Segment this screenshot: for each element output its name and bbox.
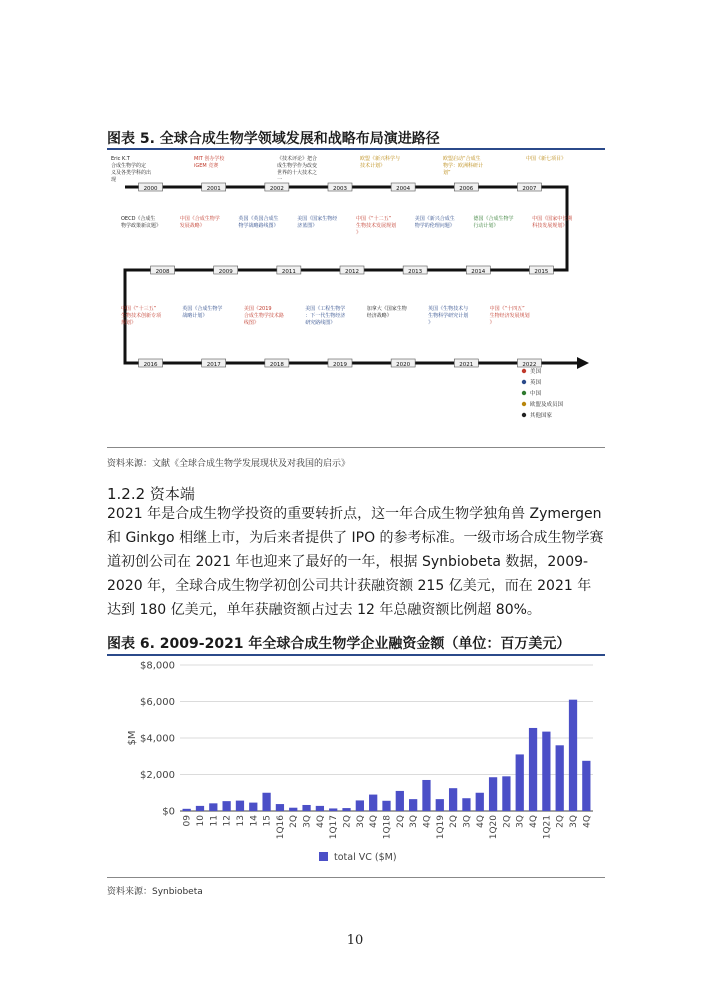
x-tick-label: 2Q: [395, 815, 406, 828]
x-tick-label: 4Q: [529, 815, 540, 828]
bar: [449, 788, 457, 811]
figure6-title: 图表 6. 2009-2021 年全球合成生物学企业融资金额（单位：百万美元）: [107, 636, 571, 652]
x-tick-label: 3Q: [355, 815, 366, 828]
legend-label: 中国: [530, 391, 542, 397]
bar: [556, 745, 564, 811]
row3-event-line: 》: [428, 320, 434, 326]
bar: [209, 803, 217, 811]
row3-event-line: 线图》: [243, 320, 259, 326]
bar: [196, 806, 204, 811]
row3-event-line: 生物技术创新专项: [121, 313, 162, 319]
y-tick-label: $6,000: [140, 697, 175, 708]
financing-bar-chart: [107, 657, 605, 875]
x-tick-label: 4Q: [315, 815, 326, 828]
row1-event: [277, 155, 317, 183]
legend-swatch: [319, 852, 328, 861]
bar: [582, 761, 590, 811]
legend-label: 其他国家: [530, 413, 553, 419]
bar: [316, 806, 324, 811]
row3-year-label: 2022: [522, 362, 537, 368]
bar: [476, 793, 484, 811]
row3-event-line: 经济战略》: [366, 313, 392, 319]
row2-event-line: 行动计划》: [473, 223, 499, 229]
row2-event-line: 中国《合成生物学: [179, 216, 220, 222]
row2-event-line: 美国《国家生物经: [297, 216, 338, 222]
row2-event-line: 英国《英国合成生: [238, 216, 279, 222]
x-tick-label: 4Q: [475, 815, 486, 828]
row1-event-line: 欧盟《新兴科学与: [360, 156, 401, 162]
row3-event-line: 中国《“十三五”: [121, 306, 157, 312]
row3-event: [121, 305, 162, 326]
bar: [342, 808, 350, 811]
row2-event-line: OECD《合成生: [121, 216, 156, 222]
row1-event-line: 现: [111, 177, 117, 183]
row3-event-line: 生物经济发展规划: [489, 313, 530, 319]
row3-event-line: 中国《“十四五”: [489, 306, 525, 312]
row2-event-line: 物学战略路线图》: [238, 223, 279, 229]
bar: [422, 780, 430, 811]
legend-dot: [522, 391, 526, 395]
row1-event-line: 划”: [443, 170, 451, 176]
bar: [183, 809, 191, 811]
row2-event-line: 物学政策新议题》: [121, 223, 162, 229]
row1-event-line: 合成生物学的定: [111, 163, 147, 169]
row2-event-line: 济蓝图》: [297, 223, 318, 229]
x-tick-label: 1Q21: [542, 815, 553, 840]
x-tick-label: 2Q: [555, 815, 566, 828]
row3-event: [244, 305, 284, 326]
bar: [302, 805, 310, 811]
legend-dot: [522, 402, 526, 406]
x-tick-label: 4Q: [582, 815, 593, 828]
bar: [569, 700, 577, 811]
legend-label: 欧盟及成员国: [530, 402, 564, 408]
row1-event: [194, 155, 225, 169]
x-tick-label: 1Q18: [382, 815, 393, 840]
y-tick-label: $4,000: [140, 733, 175, 745]
row3-event: [490, 305, 530, 326]
row3-event: [305, 305, 345, 326]
row2-year-label: 2012: [345, 269, 359, 275]
strategy-timeline: [107, 150, 605, 445]
x-tick-label: 09: [182, 815, 193, 827]
y-tick-label: $8,000: [140, 660, 175, 672]
bar: [222, 801, 230, 811]
y-tick-label: $0: [162, 806, 175, 818]
row3-event-line: 研究路线图》: [305, 320, 336, 326]
row3-event-line: 美国《2019: [243, 306, 272, 312]
x-tick-label: 2Q: [289, 815, 300, 828]
y-axis-label: $M: [127, 730, 138, 746]
row2-event: [415, 215, 455, 229]
figure5-title: 图表 5. 全球合成生物学领域发展和战略布局演进路径: [107, 131, 440, 147]
bar: [529, 728, 537, 811]
row3-event-line: 英国《生物技术与: [428, 306, 469, 312]
row1-event: [111, 156, 151, 183]
row1-year-label: 2001: [206, 186, 221, 192]
row1-event-line: 物学：欧洲科研计: [443, 163, 484, 169]
bar: [462, 798, 470, 811]
bar: [276, 804, 284, 811]
row3-year-label: 2016: [143, 362, 158, 368]
figure5-bottom-rule: [107, 447, 605, 448]
bar: [382, 801, 390, 811]
row3-event-line: 加拿大《国家生物: [366, 306, 407, 312]
row2-event: [474, 215, 514, 229]
row3-year-label: 2018: [269, 362, 284, 368]
row2-year-label: 2014: [471, 269, 486, 275]
legend-dot: [522, 380, 526, 384]
row1-event-line: 义及各类学科的出: [111, 170, 152, 176]
row2-event-line: 生物技术发展规划: [356, 223, 397, 229]
x-tick-label: 3Q: [409, 815, 420, 828]
bar: [329, 808, 337, 811]
row3-event-line: 生物科学研究计划: [428, 313, 469, 319]
bar: [236, 801, 244, 811]
row3-event-line: 英国《合成生物学: [182, 306, 223, 312]
row1-event: [526, 155, 566, 162]
row2-event-line: 发展战略》: [179, 223, 205, 229]
figure6-source: 资料来源：Synbiobeta: [107, 887, 203, 897]
legend-dot: [522, 413, 526, 417]
row2-year-label: 2008: [155, 269, 170, 275]
figure6-top-rule: [107, 654, 605, 656]
section-paragraph: 2021 年是合成生物学投资的重要转折点，这一年合成生物学独角兽 Zymergen 和 Ginkgo 相继上市，为后来者提供了 IPO 的参考标准。一级市场合成生物学赛道初创公司在 2021 年也迎来了最好的一年，根据 Synbiobeta 数据，2009-2020 年，全球合成生物学初创公司共计获融资额 215 亿美元，而在 2021 年达到 180 亿美元，单年获融资额占过去 12 年总融资额比例超 80%。: [107, 506, 604, 618]
bar: [396, 791, 404, 811]
x-tick-label: 10: [195, 815, 206, 827]
row2-event-line: 》: [356, 230, 362, 236]
legend-dot: [522, 369, 526, 373]
row2-year-label: 2015: [534, 269, 549, 275]
row1-year-label: 2006: [459, 186, 474, 192]
row1-event-line: 成生物学作为改变: [277, 163, 318, 169]
row3-event-line: 规划》: [121, 320, 137, 326]
x-tick-label: 11: [209, 815, 220, 827]
row2-event: [356, 215, 396, 236]
x-tick-label: 2Q: [449, 815, 460, 828]
row1-event: [360, 155, 400, 169]
row3-event-line: 合成生物学技术路: [243, 313, 284, 319]
bar: [262, 793, 270, 811]
bar: [369, 795, 377, 811]
row3-year-label: 2019: [333, 362, 347, 368]
figure6-bottom-rule: [107, 877, 605, 878]
row1-event-line: MIT 创办学校: [194, 156, 225, 162]
row1-event-line: iGEM 竞赛: [194, 163, 219, 169]
row2-event: [297, 215, 337, 229]
bar: [502, 776, 510, 811]
x-tick-label: 4Q: [422, 815, 433, 828]
x-tick-label: 3Q: [302, 815, 313, 828]
row1-year-label: 2002: [269, 186, 284, 192]
x-tick-label: 15: [262, 815, 273, 827]
row2-event-line: 美国《新兴合成生: [414, 216, 455, 222]
row1-event: [443, 155, 483, 176]
row1-year-label: 2000: [143, 186, 158, 192]
legend-label: total VC ($M): [334, 852, 397, 863]
x-tick-label: 3Q: [515, 815, 526, 828]
row3-event: [182, 305, 222, 319]
row1-event-line: Eric K.T: [111, 156, 130, 162]
bar: [436, 799, 444, 811]
row3-year-label: 2021: [459, 362, 474, 368]
row3-year-label: 2020: [396, 362, 411, 368]
row1-event-line: 中国《新七项目》: [526, 156, 567, 162]
row1-year-label: 2004: [396, 186, 411, 192]
row2-event-line: 物学的伦理问题》: [414, 223, 455, 229]
timeline-path: [125, 187, 577, 363]
x-tick-label: 13: [235, 815, 246, 827]
row2-event: [121, 215, 161, 229]
row1-event-line: 《技术评论》把合: [277, 156, 318, 162]
row1-event-line: 技术计划》: [360, 163, 386, 169]
row2-event: [239, 215, 279, 229]
x-tick-label: 1Q20: [489, 815, 500, 840]
legend-label: 英国: [530, 380, 542, 386]
row2-event-line: 科技发展规划》: [532, 223, 568, 229]
bar: [356, 800, 364, 811]
row2-year-label: 2011: [281, 269, 296, 275]
x-tick-label: 2Q: [342, 815, 353, 828]
legend-label: 美国: [530, 369, 542, 375]
row1-event-line: 欧盟启动“合成生: [443, 156, 481, 162]
row3-year-label: 2017: [206, 362, 221, 368]
x-tick-label: 2Q: [502, 815, 513, 828]
row3-event-line: ：下一代生物经济: [305, 313, 346, 319]
row3-event-line: 美国《工程生物学: [305, 306, 346, 312]
x-tick-label: 4Q: [369, 815, 380, 828]
bar: [249, 803, 257, 811]
bar: [516, 754, 524, 811]
row2-event-line: 中国《国家中长期: [532, 216, 573, 222]
x-tick-label: 3Q: [569, 815, 580, 828]
row2-event-line: 中国《“十二五”: [356, 216, 392, 222]
bar: [489, 777, 497, 811]
x-tick-label: 1Q19: [435, 815, 446, 840]
timeline-arrowhead: [577, 357, 589, 369]
row2-year-label: 2013: [408, 269, 423, 275]
row3-event: [367, 305, 407, 319]
bar: [542, 732, 550, 811]
bar: [409, 799, 417, 811]
x-tick-label: 1Q17: [329, 815, 340, 840]
row2-event-line: 德国《合成生物学: [473, 216, 514, 222]
x-tick-label: 1Q16: [275, 815, 286, 840]
row1-year-label: 2003: [333, 186, 347, 192]
page-number: 10: [346, 933, 364, 948]
x-tick-label: 12: [222, 815, 233, 827]
bar: [289, 808, 297, 811]
row1-event-line: 一: [277, 177, 283, 183]
row1-year-label: 2007: [522, 186, 537, 192]
row3-event-line: 》: [489, 320, 495, 326]
x-tick-label: 3Q: [462, 815, 473, 828]
row3-event: [428, 305, 468, 326]
section-heading: 1.2.2 资本端: [107, 485, 195, 503]
row2-event: [180, 215, 220, 229]
figure5-source: 资料来源：文献《全球合成生物学发展现状及对我国的启示》: [107, 459, 351, 469]
row2-year-label: 2009: [218, 269, 233, 275]
row1-event-line: 世界的十大技术之: [277, 170, 318, 176]
y-tick-label: $2,000: [140, 770, 175, 781]
x-tick-label: 14: [249, 815, 260, 827]
row3-event-line: 战略计划》: [182, 313, 208, 319]
